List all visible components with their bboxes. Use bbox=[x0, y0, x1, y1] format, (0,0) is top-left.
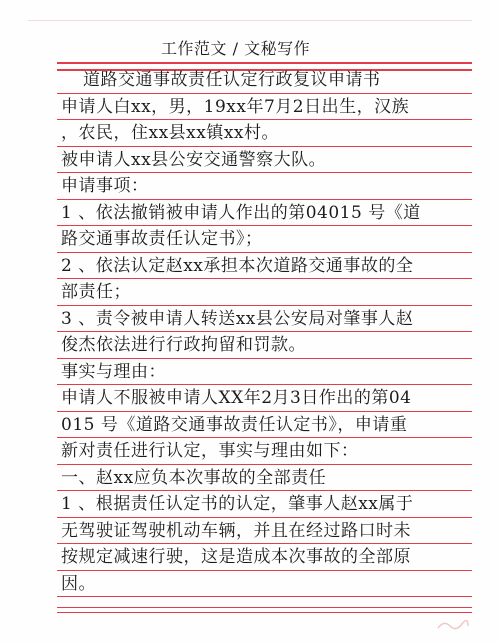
body-line bbox=[57, 279, 472, 306]
body-line bbox=[57, 173, 472, 200]
body-line bbox=[57, 200, 472, 227]
body-line bbox=[57, 147, 472, 174]
body-line bbox=[57, 438, 472, 465]
body-line bbox=[57, 94, 472, 121]
body-line bbox=[57, 544, 472, 571]
body-line-text: 路交通事故责任认定书》； bbox=[61, 229, 263, 249]
body-line-text: 3 、责令被申请人转送xx县公安局对肇事人赵 bbox=[61, 308, 414, 329]
body-line-text: 申请人白xx，男，19xx年7月2日出生，汉族 bbox=[61, 96, 410, 117]
document-body bbox=[57, 67, 472, 597]
body-line-text: 2 、依法认定赵xx承担本次道路交通事故的全 bbox=[61, 255, 414, 276]
body-line-text: 1 、根据责任认定书的认定，肇事人赵xx属于 bbox=[61, 494, 414, 514]
body-line bbox=[57, 306, 472, 333]
header-text: 工作范文 / 文秘写作 bbox=[161, 39, 311, 58]
body-line bbox=[57, 332, 472, 359]
page-header bbox=[57, 36, 472, 62]
body-line-text: 015 号《道路交通事故责任认定书》，申请重 bbox=[61, 414, 408, 435]
body-line bbox=[57, 253, 472, 280]
body-line-text: 申请事项： bbox=[61, 176, 149, 196]
wave-ornament-icon bbox=[436, 616, 470, 634]
title-text: 道路交通事故责任认定行政复议申请书 bbox=[83, 70, 381, 90]
body-line bbox=[57, 518, 472, 545]
body-line-text: 一、赵xx应负本次事故的全部责任 bbox=[61, 467, 327, 488]
body-line-text: 无驾驶证驾驶机动车辆，并且在经过路口时未 bbox=[61, 520, 411, 541]
body-line bbox=[57, 359, 472, 386]
top-divider bbox=[28, 20, 472, 21]
body-line-text: 因。 bbox=[61, 573, 96, 594]
body-line bbox=[57, 571, 472, 598]
footer-double-rule bbox=[57, 607, 472, 613]
body-line-text: 被申请人xx县公安交通警察大队。 bbox=[61, 149, 327, 170]
body-line bbox=[57, 385, 472, 412]
body-line-text: 事实与理由： bbox=[61, 361, 166, 382]
body-line bbox=[57, 226, 472, 253]
body-line-text: ，农民，住xx县xx镇xx村。 bbox=[61, 123, 280, 143]
body-line bbox=[57, 465, 472, 492]
body-line-text: 部责任； bbox=[61, 282, 131, 302]
body-line bbox=[57, 412, 472, 439]
document-title bbox=[57, 67, 472, 94]
body-line-text: 按规定减速行驶，这是造成本次事故的全部原 bbox=[61, 547, 411, 567]
body-line-text: 新对责任进行认定，事实与理由如下： bbox=[61, 441, 359, 461]
body-line bbox=[57, 491, 472, 518]
body-line bbox=[57, 120, 472, 147]
body-line-text: 1 、依法撤销被申请人作出的第04015 号《道 bbox=[61, 202, 421, 223]
body-line-text: 申请人不服被申请人XX年2月3日作出的第04 bbox=[61, 388, 412, 408]
body-line-text: 俊杰依法进行行政拘留和罚款。 bbox=[61, 335, 306, 355]
